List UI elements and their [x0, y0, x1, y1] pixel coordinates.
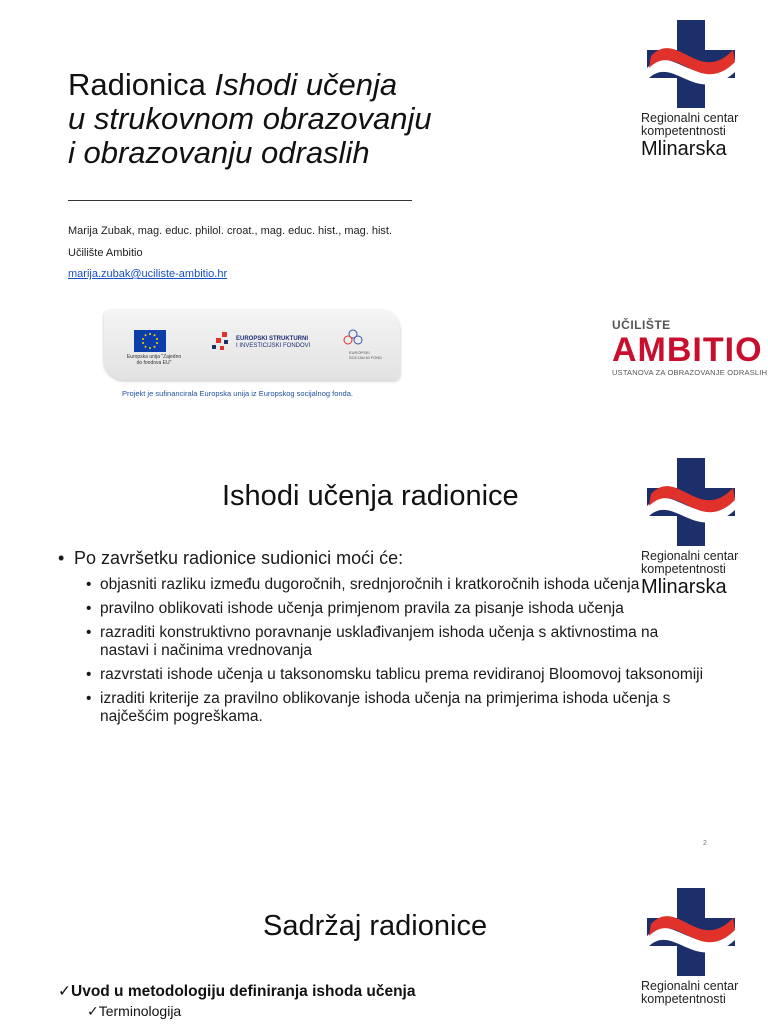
- title-line-3: i obrazovanju odraslih: [68, 135, 370, 170]
- logo-line-2: kompetentnosti: [641, 562, 726, 576]
- institution-line: Učilište Ambitio: [68, 247, 143, 259]
- rck-cross-icon: [643, 454, 739, 550]
- list-item: • razvrstati ishode učenja u taksonomsku tablicu prema revidiranoj Bloomovoj taksonomiji: [86, 666, 704, 683]
- list-item: • objasniti razliku između dugoročnih, srednjoročnih i kratkoročnih ishoda učenja: [86, 576, 640, 593]
- ambitio-logo: [612, 318, 768, 377]
- checkmark-icon: ✓: [58, 983, 71, 1000]
- contents-item-1: ✓Uvod u metodologiju definiranja ishoda učenja: [58, 983, 416, 1000]
- rck-mlinarska-logo: [641, 884, 741, 1006]
- rck-cross-icon: [643, 884, 739, 980]
- ambitio-name: AMBITIO: [612, 331, 763, 369]
- eu-funding-banner: [104, 310, 400, 380]
- bullet-icon: •: [58, 548, 65, 568]
- ambitio-sub: USTANOVA ZA OBRAZOVANJE ODRASLIH: [612, 368, 768, 377]
- logo-line-1: Regionalni centar: [641, 111, 739, 125]
- eu-text: Europska unija "Zajedno do fondova EU": [126, 354, 182, 366]
- title-line-2: u strukovnom obrazovanju: [68, 101, 432, 136]
- logo-line-2: kompetentnosti: [641, 992, 726, 1006]
- slide-title: [0, 0, 768, 434]
- bullet-icon: •: [86, 600, 92, 617]
- page-number: 2: [703, 840, 707, 847]
- outcomes-title: Ishodi učenja radionice: [222, 480, 519, 512]
- logo-line-1: Regionalni centar: [641, 979, 739, 993]
- logo-line-3: Mlinarska: [641, 576, 727, 598]
- esf-text: EUROPSKI STRUKTURNI I INVESTICIJSKI FONDOVI: [236, 336, 311, 349]
- outcomes-list: [58, 546, 708, 732]
- title-plain: Radionica: [68, 67, 215, 102]
- list-item: • pravilno oblikovati ishode učenja primjenom pravila za pisanje ishoda učenja: [86, 600, 624, 617]
- title-divider: [68, 200, 412, 201]
- esf-right-text: EUROPSKI SOCIJALNI FOND: [349, 350, 383, 360]
- email-link[interactable]: marija.zubak@uciliste-ambitio.hr: [68, 268, 228, 280]
- outcomes-sublist: [58, 576, 708, 726]
- title-italic: Ishodi učenja: [214, 67, 398, 102]
- logo-line-3: Mlinarska: [641, 138, 727, 160]
- eu-flag-icon: [134, 330, 166, 352]
- presentation-title: [68, 68, 432, 170]
- logo-line-2: kompetentnosti: [641, 124, 726, 138]
- contents-item-2: ✓Terminologija: [87, 1003, 182, 1019]
- list-item: • razraditi konstruktivno poravnanje usklađivanjem ishoda učenja s aktivnostima na nastavi i načinima vrednovanja: [86, 624, 659, 659]
- esf-flower-icon: [342, 328, 364, 350]
- slide-outcomes: [0, 434, 768, 868]
- author-line: Marija Zubak, mag. educ. philol. croat., mag. educ. hist., mag. hist.: [68, 225, 393, 237]
- bullet-icon: •: [86, 576, 92, 593]
- bullet-icon: •: [86, 624, 92, 641]
- outcomes-lead: • Po završetku radionice sudionici moći će:: [58, 548, 404, 568]
- bullet-icon: •: [86, 666, 92, 683]
- rck-mlinarska-logo: [641, 16, 741, 160]
- ambitio-top: UČILIŠTE: [612, 318, 671, 332]
- list-item: • izraditi kriterije za pravilno oblikovanje ishoda učenja na primjerima ishoda učenja s najčešćim pogreškama.: [86, 690, 671, 725]
- eu-caption: Projekt je sufinancirala Europska unija iz Europskog socijalnog fonda.: [122, 389, 353, 398]
- logo-line-1: Regionalni centar: [641, 549, 739, 563]
- contents-title: Sadržaj radionice: [263, 910, 488, 942]
- rck-cross-icon: [643, 16, 739, 112]
- slide-contents: [0, 868, 768, 1024]
- bullet-icon: •: [86, 690, 92, 707]
- checkmark-icon: ✓: [87, 1003, 99, 1019]
- esf-squares-icon: [212, 332, 234, 352]
